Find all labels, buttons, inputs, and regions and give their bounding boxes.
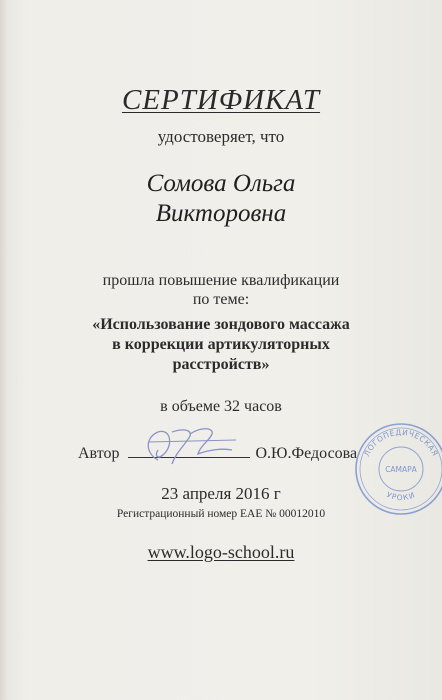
course-topic-line-1: «Использование зондового массажа — [92, 316, 350, 333]
certifies-text: удостоверяет, что — [157, 127, 285, 146]
course-hours: в объеме 32 часов — [160, 398, 282, 415]
course-topic-line-2: в коррекции артикуляторных — [112, 336, 330, 353]
course-topic-line-3: расстройств» — [172, 356, 270, 373]
registration-number: Регистрационный номер ЕАЕ № 00012010 — [116, 508, 326, 520]
author-name: О.Ю.Федосова — [255, 445, 358, 462]
signature-scribble — [128, 420, 240, 468]
issue-date: 23 апреля 2016 г — [161, 484, 281, 503]
stamp-top-text: ЛОГОПЕДИЧЕСКАЯ — [362, 427, 440, 458]
stamp-center-text: САМАРА — [385, 465, 417, 474]
stamp-bottom-text: УРОКИ — [385, 490, 417, 503]
topic-label: по теме: — [192, 291, 250, 308]
author-label: Автор — [78, 445, 120, 462]
qualification-text: прошла повышение квалификации — [102, 272, 340, 289]
recipient-name-line-2: Викторовна — [155, 200, 287, 227]
certificate-title: СЕРТИФИКАТ — [121, 84, 321, 116]
recipient-name-line-1: Сомова Ольга — [146, 170, 296, 197]
website-link[interactable]: www.logo-school.ru — [147, 542, 295, 562]
